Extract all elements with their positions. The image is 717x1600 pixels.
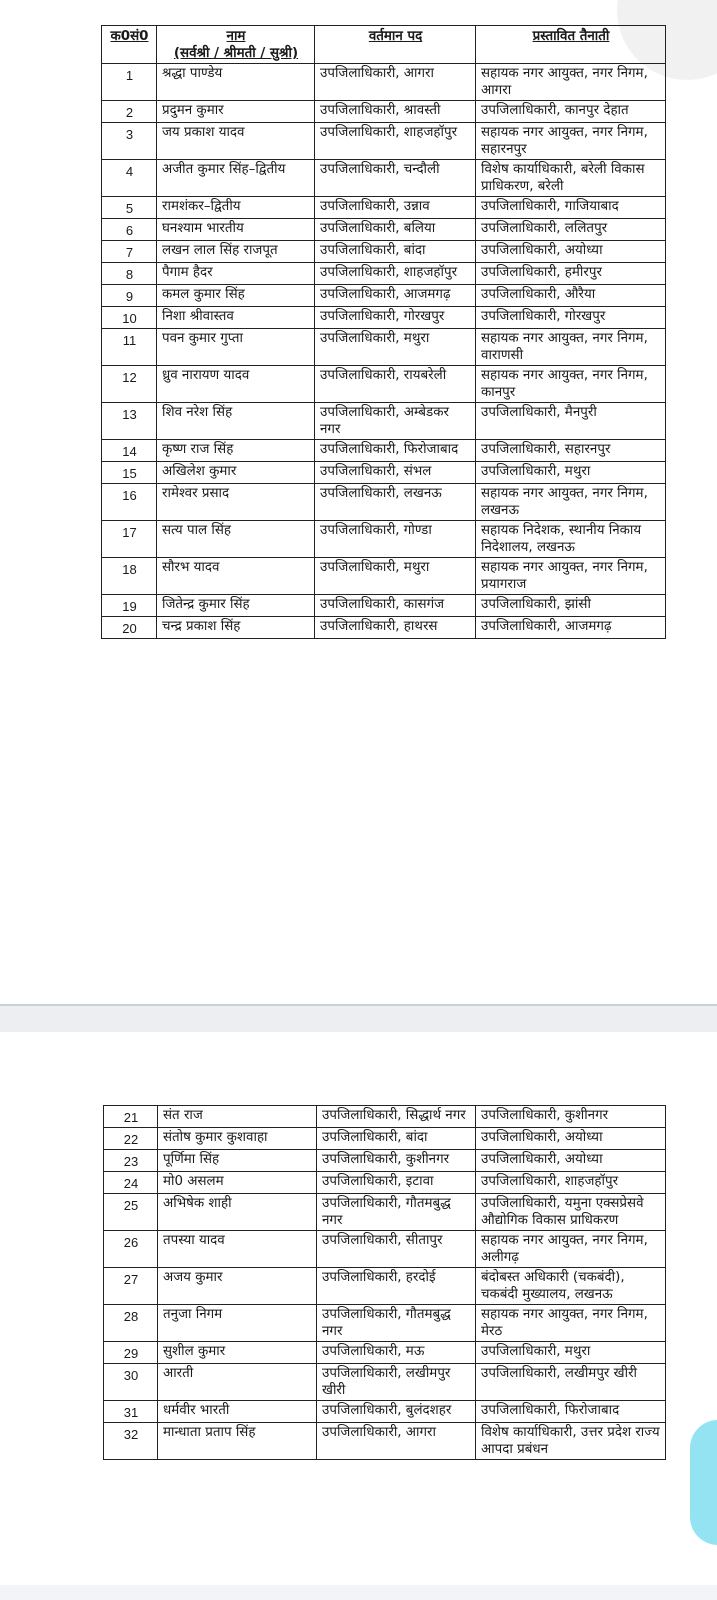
header-proposed-posting: प्रस्तावित तैनाती (476, 26, 666, 64)
cell-current-post: उपजिलाधिकारी, आजमगढ़ (315, 285, 476, 307)
table-row (102, 484, 666, 521)
table-row (102, 123, 666, 160)
cell-sno: 3 (102, 123, 157, 160)
cell-current-post: उपजिलाधिकारी, मथुरा (315, 329, 476, 366)
table-row (102, 241, 666, 263)
cell-name: शिव नरेश सिंह (157, 403, 315, 440)
cell-name: पैगाम हैदर (157, 263, 315, 285)
cell-current-post: उपजिलाधिकारी, सीतापुर (317, 1231, 476, 1268)
cell-name: तपस्या यादव (158, 1231, 317, 1268)
cell-name: अभिषेक शाही (158, 1194, 317, 1231)
cell-name: अजय कुमार (158, 1268, 317, 1305)
cell-name: ध्रुव नारायण यादव (157, 366, 315, 403)
page-separator (0, 1004, 717, 1032)
cell-sno: 7 (102, 241, 157, 263)
cell-proposed-posting: सहायक नगर आयुक्त, नगर निगम, अलीगढ़ (476, 1231, 666, 1268)
cell-current-post: उपजिलाधिकारी, गोण्डा (315, 521, 476, 558)
cell-proposed-posting: सहायक नगर आयुक्त, नगर निगम, प्रयागराज (476, 558, 666, 595)
cell-proposed-posting: उपजिलाधिकारी, गाजियाबाद (476, 197, 666, 219)
cell-proposed-posting: उपजिलाधिकारी, अयोध्या (476, 241, 666, 263)
cell-current-post: उपजिलाधिकारी, लखनऊ (315, 484, 476, 521)
cell-name: मान्धाता प्रताप सिंह (158, 1423, 317, 1460)
table-row (102, 101, 666, 123)
cell-sno: 29 (104, 1342, 158, 1364)
cell-sno: 11 (102, 329, 157, 366)
cell-current-post: उपजिलाधिकारी, बांदा (315, 241, 476, 263)
cell-sno: 15 (102, 462, 157, 484)
header-current-post: वर्तमान पद (315, 26, 476, 64)
table-row (104, 1268, 666, 1305)
cell-current-post: उपजिलाधिकारी, इटावा (317, 1172, 476, 1194)
cell-name: सौरभ यादव (157, 558, 315, 595)
cell-proposed-posting: उपजिलाधिकारी, आजमगढ़ (476, 617, 666, 639)
table-row (102, 285, 666, 307)
cell-name: संत राज (158, 1106, 317, 1128)
cell-name: चन्द्र प्रकाश सिंह (157, 617, 315, 639)
cell-current-post: उपजिलाधिकारी, रायबरेली (315, 366, 476, 403)
cell-proposed-posting: सहायक नगर आयुक्त, नगर निगम, कानपुर (476, 366, 666, 403)
table-row (104, 1364, 666, 1401)
cell-name: पवन कुमार गुप्ता (157, 329, 315, 366)
cell-proposed-posting: बंदोबस्त अधिकारी (चकबंदी), चकबंदी मुख्यालय, लखनऊ (476, 1268, 666, 1305)
cell-name: जय प्रकाश यादव (157, 123, 315, 160)
cell-proposed-posting: विशेष कार्याधिकारी, बरेली विकास प्राधिकरण, बरेली (476, 160, 666, 197)
cell-sno: 21 (104, 1106, 158, 1128)
cell-current-post: उपजिलाधिकारी, गौतमबुद्ध नगर (317, 1305, 476, 1342)
cell-name: पूर्णिमा सिंह (158, 1150, 317, 1172)
cell-sno: 30 (104, 1364, 158, 1401)
cell-sno: 25 (104, 1194, 158, 1231)
cell-current-post: उपजिलाधिकारी, सिद्धार्थ नगर (317, 1106, 476, 1128)
cell-current-post: उपजिलाधिकारी, कुशीनगर (317, 1150, 476, 1172)
cell-sno: 17 (102, 521, 157, 558)
floating-assistant-bubble[interactable] (690, 1420, 717, 1545)
cell-proposed-posting: उपजिलाधिकारी, लखीमपुर खीरी (476, 1364, 666, 1401)
table-row (102, 558, 666, 595)
cell-name: लखन लाल सिंह राजपूत (157, 241, 315, 263)
cell-proposed-posting: उपजिलाधिकारी, फिरोजाबाद (476, 1401, 666, 1423)
cell-sno: 13 (102, 403, 157, 440)
cell-name: सत्य पाल सिंह (157, 521, 315, 558)
cell-sno: 4 (102, 160, 157, 197)
table-row (102, 521, 666, 558)
cell-name: सुशील कुमार (158, 1342, 317, 1364)
cell-name: अखिलेश कुमार (157, 462, 315, 484)
transfer-table-part-1 (101, 25, 666, 639)
table-row (102, 440, 666, 462)
cell-proposed-posting: विशेष कार्याधिकारी, उत्तर प्रदेश राज्य आपदा प्रबंधन (476, 1423, 666, 1460)
cell-current-post: उपजिलाधिकारी, हाथरस (315, 617, 476, 639)
cell-current-post: उपजिलाधिकारी, आगरा (315, 64, 476, 101)
cell-name: धर्मवीर भारती (158, 1401, 317, 1423)
cell-sno: 23 (104, 1150, 158, 1172)
cell-current-post: उपजिलाधिकारी, बलिया (315, 219, 476, 241)
cell-sno: 16 (102, 484, 157, 521)
cell-sno: 12 (102, 366, 157, 403)
cell-proposed-posting: उपजिलाधिकारी, यमुना एक्सप्रेसवे औद्योगिक विकास प्राधिकरण (476, 1194, 666, 1231)
cell-proposed-posting: सहायक नगर आयुक्त, नगर निगम, वाराणसी (476, 329, 666, 366)
cell-sno: 8 (102, 263, 157, 285)
cell-proposed-posting: उपजिलाधिकारी, झांसी (476, 595, 666, 617)
cell-proposed-posting: सहायक नगर आयुक्त, नगर निगम, लखनऊ (476, 484, 666, 521)
cell-sno: 2 (102, 101, 157, 123)
bottom-bar-overlay (0, 1585, 717, 1600)
table-row (104, 1231, 666, 1268)
cell-sno: 27 (104, 1268, 158, 1305)
cell-name: कृष्ण राज सिंह (157, 440, 315, 462)
cell-proposed-posting: सहायक निदेशक, स्थानीय निकाय निदेशालय, लखनऊ (476, 521, 666, 558)
cell-current-post: उपजिलाधिकारी, मथुरा (315, 558, 476, 595)
cell-proposed-posting: उपजिलाधिकारी, गोरखपुर (476, 307, 666, 329)
table-row (104, 1194, 666, 1231)
cell-name: श्रद्धा पाण्डेय (157, 64, 315, 101)
cell-sno: 10 (102, 307, 157, 329)
table-row (104, 1305, 666, 1342)
cell-name: निशा श्रीवास्तव (157, 307, 315, 329)
cell-name: तनुजा निगम (158, 1305, 317, 1342)
cell-proposed-posting: सहायक नगर आयुक्त, नगर निगम, सहारनपुर (476, 123, 666, 160)
cell-name: घनश्याम भारतीय (157, 219, 315, 241)
cell-sno: 28 (104, 1305, 158, 1342)
table-row (102, 160, 666, 197)
cell-current-post: उपजिलाधिकारी, बांदा (317, 1128, 476, 1150)
cell-proposed-posting: उपजिलाधिकारी, ललितपुर (476, 219, 666, 241)
table-row (104, 1423, 666, 1460)
cell-sno: 6 (102, 219, 157, 241)
cell-current-post: उपजिलाधिकारी, श्रावस्ती (315, 101, 476, 123)
cell-proposed-posting: उपजिलाधिकारी, कानपुर देहात (476, 101, 666, 123)
cell-name: आरती (158, 1364, 317, 1401)
cell-sno: 9 (102, 285, 157, 307)
cell-current-post: उपजिलाधिकारी, हरदोई (317, 1268, 476, 1305)
cell-current-post: उपजिलाधिकारी, फिरोजाबाद (315, 440, 476, 462)
cell-proposed-posting: उपजिलाधिकारी, अयोध्या (476, 1150, 666, 1172)
cell-proposed-posting: उपजिलाधिकारी, कुशीनगर (476, 1106, 666, 1128)
table-row (102, 617, 666, 639)
cell-current-post: उपजिलाधिकारी, मऊ (317, 1342, 476, 1364)
cell-current-post: उपजिलाधिकारी, आगरा (317, 1423, 476, 1460)
table-row (102, 219, 666, 241)
cell-sno: 19 (102, 595, 157, 617)
cell-sno: 20 (102, 617, 157, 639)
table-row (102, 403, 666, 440)
cell-current-post: उपजिलाधिकारी, कासगंज (315, 595, 476, 617)
cell-current-post: उपजिलाधिकारी, शाहजहॉपुर (315, 123, 476, 160)
table-row (102, 263, 666, 285)
cell-name: मो0 असलम (158, 1172, 317, 1194)
cell-sno: 32 (104, 1423, 158, 1460)
table-row (102, 329, 666, 366)
cell-current-post: उपजिलाधिकारी, अम्बेडकर नगर (315, 403, 476, 440)
cell-name: जितेन्द्र कुमार सिंह (157, 595, 315, 617)
table-row (104, 1128, 666, 1150)
table-row (104, 1106, 666, 1128)
table-header-row (102, 26, 666, 64)
cell-current-post: उपजिलाधिकारी, चन्दौली (315, 160, 476, 197)
cell-proposed-posting: उपजिलाधिकारी, औरैया (476, 285, 666, 307)
cell-current-post: उपजिलाधिकारी, उन्नाव (315, 197, 476, 219)
cell-sno: 14 (102, 440, 157, 462)
cell-name: कमल कुमार सिंह (157, 285, 315, 307)
cell-sno: 22 (104, 1128, 158, 1150)
header-sno: क0सं0 (102, 26, 157, 64)
cell-sno: 5 (102, 197, 157, 219)
cell-sno: 26 (104, 1231, 158, 1268)
cell-name: अजीत कुमार सिंह–द्वितीय (157, 160, 315, 197)
cell-sno: 24 (104, 1172, 158, 1194)
table-row (102, 462, 666, 484)
table-row (104, 1342, 666, 1364)
table-row (104, 1172, 666, 1194)
table-row (102, 595, 666, 617)
cell-proposed-posting: उपजिलाधिकारी, मैनपुरी (476, 403, 666, 440)
table-row (102, 307, 666, 329)
cell-proposed-posting: सहायक नगर आयुक्त, नगर निगम, मेरठ (476, 1305, 666, 1342)
cell-proposed-posting: सहायक नगर आयुक्त, नगर निगम, आगरा (476, 64, 666, 101)
cell-proposed-posting: उपजिलाधिकारी, हमीरपुर (476, 263, 666, 285)
cell-proposed-posting: उपजिलाधिकारी, सहारनपुर (476, 440, 666, 462)
cell-sno: 1 (102, 64, 157, 101)
cell-current-post: उपजिलाधिकारी, लखीमपुर खीरी (317, 1364, 476, 1401)
cell-proposed-posting: उपजिलाधिकारी, मथुरा (476, 462, 666, 484)
cell-sno: 18 (102, 558, 157, 595)
cell-proposed-posting: उपजिलाधिकारी, शाहजहॉपुर (476, 1172, 666, 1194)
cell-proposed-posting: उपजिलाधिकारी, अयोध्या (476, 1128, 666, 1150)
transfer-table-part-2 (103, 1105, 666, 1460)
cell-current-post: उपजिलाधिकारी, गोरखपुर (315, 307, 476, 329)
table-row (104, 1401, 666, 1423)
cell-current-post: उपजिलाधिकारी, गौतमबुद्ध नगर (317, 1194, 476, 1231)
table-row (102, 64, 666, 101)
cell-proposed-posting: उपजिलाधिकारी, मथुरा (476, 1342, 666, 1364)
document-page-2 (0, 1032, 717, 1600)
header-name: नाम (सर्वश्री / श्रीमती / सुश्री) (157, 26, 315, 64)
table-row (102, 366, 666, 403)
cell-sno: 31 (104, 1401, 158, 1423)
cell-name: रामेश्वर प्रसाद (157, 484, 315, 521)
table-row (102, 197, 666, 219)
cell-name: प्रदुमन कुमार (157, 101, 315, 123)
cell-name: रामशंकर–द्वितीय (157, 197, 315, 219)
cell-name: संतोष कुमार कुशवाहा (158, 1128, 317, 1150)
cell-current-post: उपजिलाधिकारी, शाहजहॉपुर (315, 263, 476, 285)
cell-current-post: उपजिलाधिकारी, संभल (315, 462, 476, 484)
cell-current-post: उपजिलाधिकारी, बुलंदशहर (317, 1401, 476, 1423)
table-row (104, 1150, 666, 1172)
